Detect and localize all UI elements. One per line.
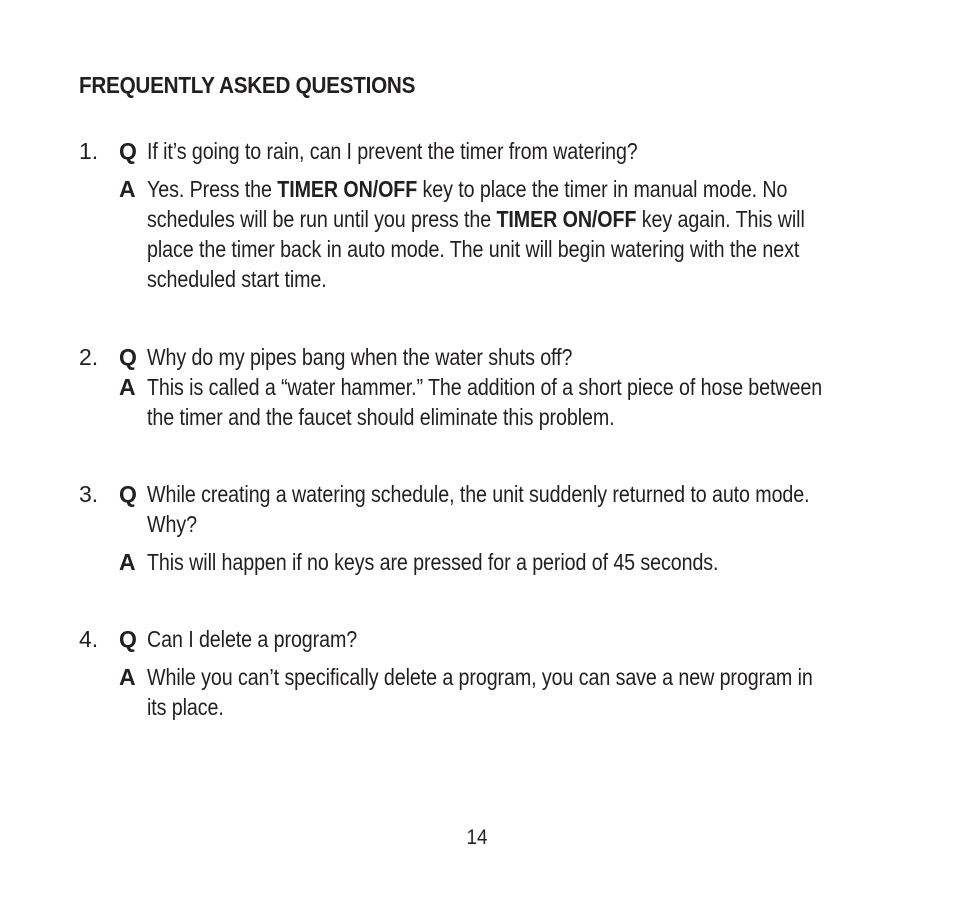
faq-question: While creating a watering schedule, the unit suddenly returned to auto mode. Why? xyxy=(147,481,810,537)
faq-item-2 xyxy=(79,342,879,432)
answer-marker: A xyxy=(119,374,136,400)
key-name-timer-on-off: TIMER ON/OFF xyxy=(277,176,418,202)
faq-answer-row xyxy=(79,174,879,294)
question-marker: Q xyxy=(119,138,137,164)
question-marker: Q xyxy=(119,344,137,370)
faq-question-row xyxy=(79,136,879,166)
question-marker: Q xyxy=(119,626,137,652)
page-heading: FREQUENTLY ASKED QUESTIONS xyxy=(79,72,416,98)
faq-answer: This will happen if no keys are pressed for a period of 45 seconds. xyxy=(147,549,719,575)
faq-answer: While you can’t specifically delete a program, you can save a new program in its place. xyxy=(147,664,813,720)
faq-question: Why do my pipes bang when the water shuts off? xyxy=(147,344,573,370)
faq-item-3 xyxy=(79,479,879,577)
question-marker: Q xyxy=(119,481,137,507)
answer-marker: A xyxy=(119,664,136,690)
faq-item-4 xyxy=(79,624,879,722)
faq-answer-row xyxy=(79,372,879,432)
faq-answer-row xyxy=(79,547,879,577)
faq-answer: This is called a “water hammer.” The addition of a short piece of hose between the timer and the faucet should eliminate this problem. xyxy=(147,374,823,430)
answer-marker: A xyxy=(119,549,136,575)
faq-question-row xyxy=(79,624,879,654)
faq-question-row xyxy=(79,342,879,372)
page-number: 14 xyxy=(466,826,488,849)
faq-answer-row xyxy=(79,662,879,722)
faq-number: 3. xyxy=(79,481,99,507)
faq-question: Can I delete a program? xyxy=(147,626,358,652)
key-name-timer-on-off: TIMER ON/OFF xyxy=(496,206,637,232)
faq-number: 4. xyxy=(79,626,99,652)
faq-question: If it’s going to rain, can I prevent the timer from watering? xyxy=(147,138,638,164)
faq-question-row xyxy=(79,479,879,539)
faq-item-1 xyxy=(79,136,879,294)
faq-number: 2. xyxy=(79,344,99,370)
answer-marker: A xyxy=(119,176,136,202)
faq-answer: Yes. Press the TIMER ON/OFF key to place the timer in manual mode. No schedules will be run until you press the TIMER ON/OFF key again. This will place the timer back in auto mode. The unit will begin watering with the next scheduled start time. xyxy=(147,176,805,292)
faq-number: 1. xyxy=(79,138,99,164)
